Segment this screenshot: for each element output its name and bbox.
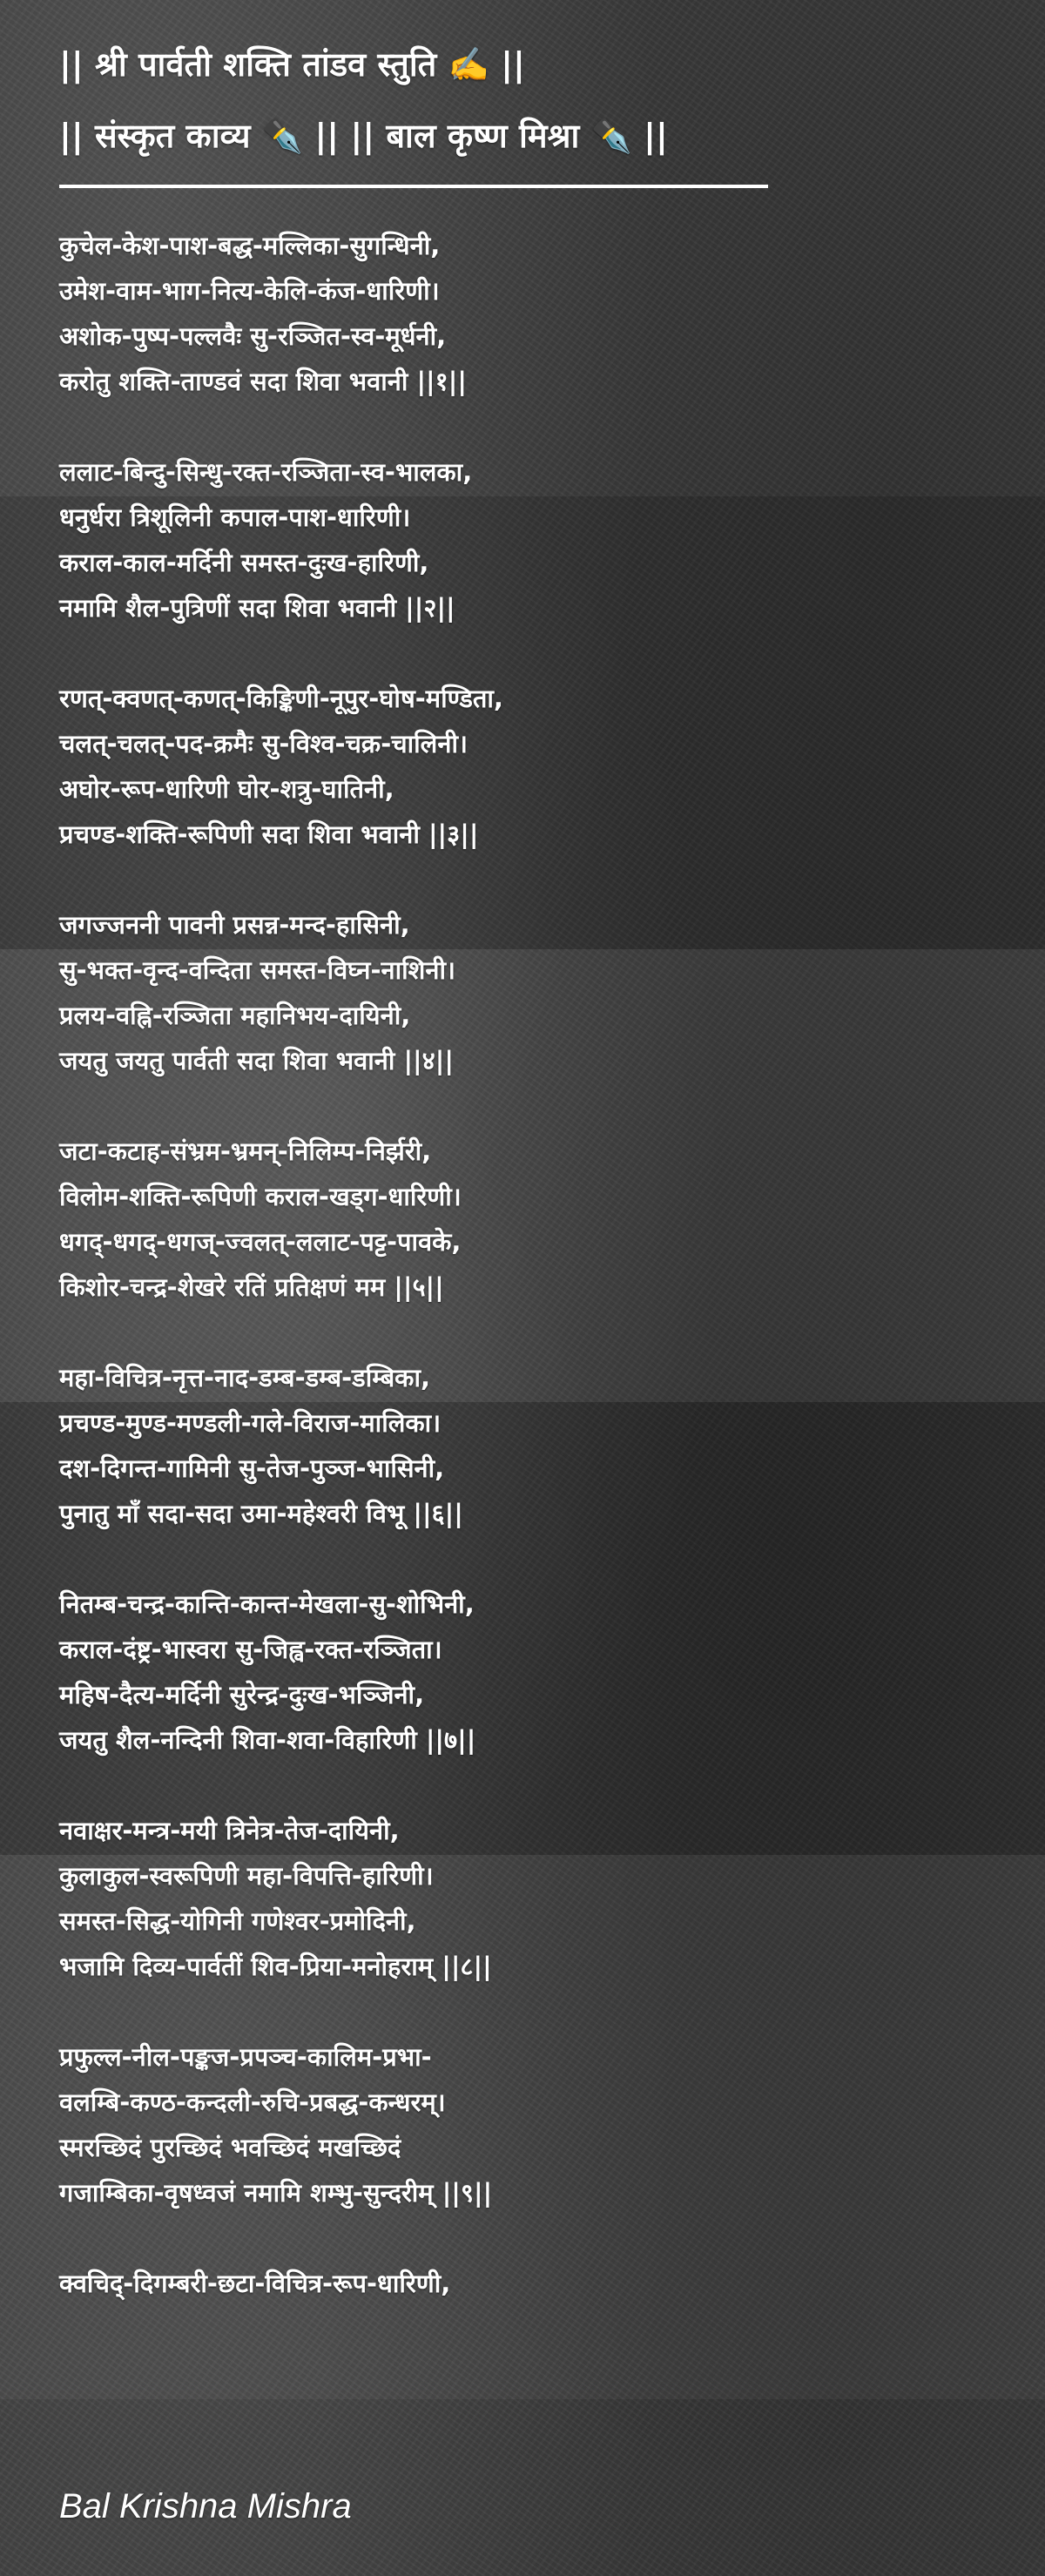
poem-line: जगज्जननी पावनी प्रसन्न-मन्द-हासिनी, — [59, 910, 410, 940]
poem-line: महिष-दैत्य-मर्दिनी सुरेन्द्र-दुःख-भञ्जिनी, — [59, 1680, 425, 1709]
poem-line: जयतु जयतु पार्वती सदा शिवा भवानी ||४|| — [59, 1046, 454, 1076]
poem-line: वलम्बि-कण्ठ-कन्दली-रुचि-प्रबद्ध-कन्धरम्। — [59, 2087, 446, 2117]
divider — [59, 185, 768, 188]
poem-card — [59, 42, 982, 2351]
poem-line: विलोम-शक्ति-रूपिणी कराल-खड्ग-धारिणी। — [59, 1182, 462, 1211]
poem-line: उमेश-वाम-भाग-नित्य-केलि-कंज-धारिणी। — [59, 276, 440, 306]
poem-line: करोतु शक्ति-ताण्डवं सदा शिवा भवानी ||१|| — [59, 367, 467, 396]
poem-line: नवाक्षर-मन्त्र-मयी त्रिनेत्र-तेज-दायिनी, — [59, 1816, 400, 1845]
poem-line: कुलाकुल-स्वरूपिणी महा-विपत्ति-हारिणी। — [59, 1861, 434, 1891]
stanza — [59, 1808, 982, 1989]
poem-line: किशोर-चन्द्र-शेखरे रतिं प्रतिक्षणं मम ||५|| — [59, 1272, 444, 1302]
stanza — [59, 2261, 982, 2306]
stanza — [59, 676, 982, 857]
author-name: Bal Krishna Mishra — [59, 2487, 352, 2525]
poem-line: प्रचण्ड-शक्ति-रूपिणी सदा शिवा भवानी ||३|| — [59, 819, 479, 849]
stanza — [59, 449, 982, 631]
poem-line: क्वचिद्-दिगम्बरी-छटा-विचित्र-रूप-धारिणी, — [59, 2269, 451, 2298]
poem-line: जयतु शैल-नन्दिनी शिवा-शवा-विहारिणी ||७|| — [59, 1725, 476, 1755]
poem-line: चलत्-चलत्-पद-क्रमैः सु-विश्व-चक्र-चालिनी। — [59, 729, 468, 759]
stanza — [59, 1581, 982, 1763]
poem-line: नमामि शैल-पुत्रिणीं सदा शिवा भवानी ||२|| — [59, 593, 455, 623]
poem-line: स्मरच्छिदं पुरच्छिदं भवच्छिदं मखच्छिदं — [59, 2133, 401, 2162]
poem-line: धनुर्धरा त्रिशूलिनी कपाल-पाश-धारिणी। — [59, 502, 411, 532]
poem-line: कुचेल-केश-पाश-बद्ध-मल्लिका-सुगन्धिनी, — [59, 231, 441, 260]
poem-line: प्रलय-वह्नि-रञ्जिता महानिभय-दायिनी, — [59, 1001, 411, 1030]
poem-line: गजाम्बिका-वृषध्वजं नमामि शम्भु-सुन्दरीम् ||९|| — [59, 2178, 493, 2208]
poem-body — [59, 223, 982, 2306]
poem-line: प्रफुल्ल-नील-पङ्कज-प्रपञ्च-कालिम-प्रभा- — [59, 2042, 432, 2072]
poem-line: ललाट-बिन्दु-सिन्धु-रक्त-रञ्जिता-स्व-भालका, — [59, 457, 473, 487]
poem-line: महा-विचित्र-नृत्त-नाद-डम्ब-डम्ब-डम्बिका, — [59, 1363, 430, 1393]
poem-line: कराल-काल-मर्दिनी समस्त-दुःख-हारिणी, — [59, 548, 429, 577]
poem-line: दश-दिगन्त-गामिनी सु-तेज-पुञ्ज-भासिनी, — [59, 1453, 445, 1483]
poem-line: अघोर-रूप-धारिणी घोर-शत्रु-घातिनी, — [59, 774, 394, 804]
stanza — [59, 1129, 982, 1310]
poem-line: अशोक-पुष्प-पल्लवैः सु-रञ्जित-स्व-मूर्धनी, — [59, 321, 447, 351]
poem-line: जटा-कटाह-संभ्रम-भ्रमन्-निलिम्प-निर्झरी, — [59, 1136, 432, 1166]
poem-line: कराल-दंष्ट्र-भास्वरा सु-जिह्व-रक्त-रञ्जिता। — [59, 1635, 442, 1664]
poem-line: पुनातु माँ सदा-सदा उमा-महेश्वरी विभू ||६|| — [59, 1499, 463, 1528]
stanza — [59, 2034, 982, 2215]
poem-line: समस्त-सिद्ध-योगिनी गणेश्वर-प्रमोदिनी, — [59, 1906, 416, 1936]
poem-line: धगद्-धगद्-धगज्-ज्वलत्-ललाट-पट्ट-पावके, — [59, 1227, 462, 1257]
poem-line: रणत्-क्वणत्-कणत्-किङ्किणी-नूपुर-घोष-मण्डिता, — [59, 684, 503, 713]
stanza — [59, 223, 982, 404]
stanza — [59, 902, 982, 1083]
poem-title: || श्री पार्वती शक्ति तांडव स्तुति ✍️ || — [59, 45, 525, 84]
poem-line: प्रचण्ड-मुण्ड-मण्डली-गले-विराज-मालिका। — [59, 1408, 442, 1438]
stanza — [59, 1355, 982, 1536]
poem-line: सु-भक्त-वृन्द-वन्दिता समस्त-विघ्न-नाशिनी। — [59, 955, 455, 985]
poem-line: नितम्ब-चन्द्र-कान्ति-कान्त-मेखला-सु-शोभिनी, — [59, 1589, 475, 1619]
poem-line: भजामि दिव्य-पार्वतीं शिव-प्रिया-मनोहराम् ||८|| — [59, 1952, 492, 1981]
poem-subtitle: || संस्कृत काव्य ✒️ || || बाल कृष्ण मिश्रा ✒️ || — [59, 117, 668, 155]
